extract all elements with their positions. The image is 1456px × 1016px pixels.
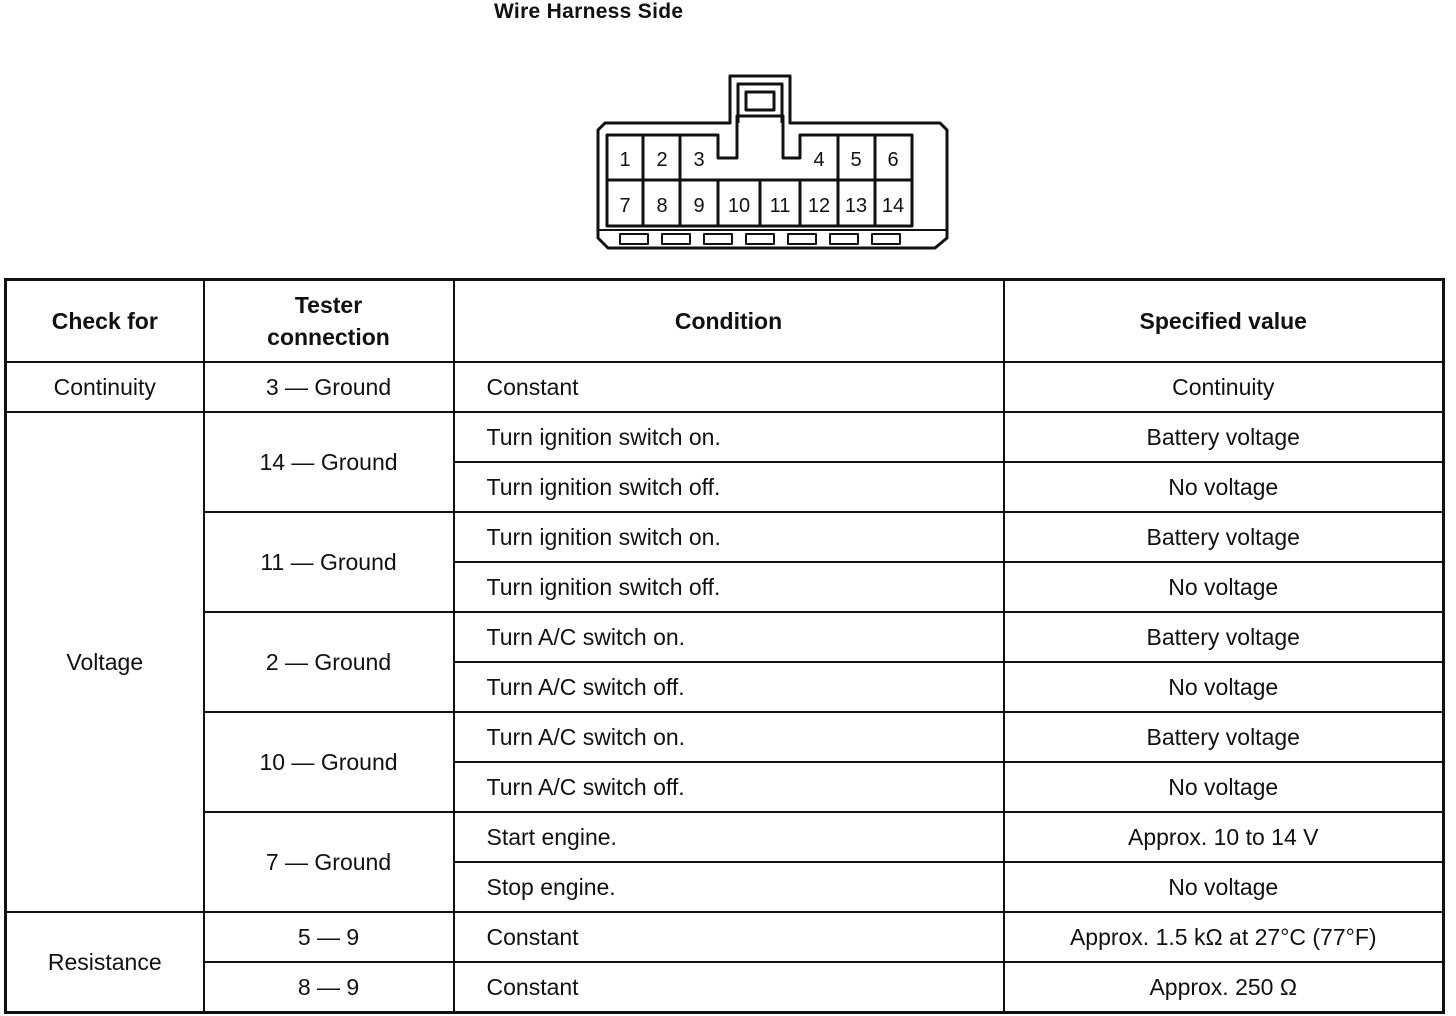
table-row [6, 512, 1444, 562]
tester-connection: 7 — Ground [204, 812, 454, 912]
condition: Constant [454, 362, 1004, 412]
condition: Stop engine. [454, 862, 1004, 912]
condition: Turn ignition switch off. [454, 562, 1004, 612]
specified-value: No voltage [1004, 662, 1444, 712]
header-check-for: Check for [6, 280, 204, 363]
condition: Turn ignition switch on. [454, 512, 1004, 562]
table-row [6, 962, 1444, 1013]
pin-12: 12 [807, 195, 831, 217]
specified-value: Approx. 250 Ω [1004, 962, 1444, 1013]
condition: Start engine. [454, 812, 1004, 862]
tester-connection: 8 — 9 [204, 962, 454, 1013]
specified-value: No voltage [1004, 762, 1444, 812]
check-resistance: Resistance [6, 912, 204, 1013]
table-row [6, 912, 1444, 962]
specified-value: Approx. 10 to 14 V [1004, 812, 1444, 862]
specified-value: Approx. 1.5 kΩ at 27°C (77°F) [1004, 912, 1444, 962]
condition: Turn A/C switch on. [454, 612, 1004, 662]
condition: Turn ignition switch on. [454, 412, 1004, 462]
pin-9: 9 [693, 195, 705, 217]
condition: Constant [454, 962, 1004, 1013]
pin-3: 3 [693, 149, 705, 171]
specified-value: No voltage [1004, 862, 1444, 912]
pin-10: 10 [727, 195, 751, 217]
table-header-row [6, 280, 1444, 363]
tester-connection: 2 — Ground [204, 612, 454, 712]
table-row [6, 412, 1444, 462]
table-row [6, 712, 1444, 762]
header-specified-value: Specified value [1004, 280, 1444, 363]
tester-connection: 11 — Ground [204, 512, 454, 612]
tester-connection: 5 — 9 [204, 912, 454, 962]
condition: Turn A/C switch off. [454, 662, 1004, 712]
condition: Turn ignition switch off. [454, 462, 1004, 512]
tester-connection: 10 — Ground [204, 712, 454, 812]
pin-1: 1 [619, 149, 631, 171]
pin-5: 5 [850, 149, 862, 171]
pin-13: 13 [844, 195, 868, 217]
inspection-table [4, 278, 1445, 1014]
check-voltage: Voltage [6, 412, 204, 912]
pin-11: 11 [769, 195, 791, 217]
header-tester-connection [204, 280, 454, 363]
pin-14: 14 [881, 195, 905, 217]
specified-value: Continuity [1004, 362, 1444, 412]
connector-latch-window [746, 92, 774, 110]
connector-diagram [590, 68, 952, 263]
header-tester-line2: connection [267, 324, 390, 350]
pin-6: 6 [887, 149, 899, 171]
tester-connection: 14 — Ground [204, 412, 454, 512]
pin-8: 8 [656, 195, 668, 217]
specified-value: No voltage [1004, 462, 1444, 512]
table-row [6, 812, 1444, 862]
header-tester-line1: Tester [294, 292, 363, 318]
specified-value: Battery voltage [1004, 512, 1444, 562]
condition: Turn A/C switch on. [454, 712, 1004, 762]
check-continuity: Continuity [6, 362, 204, 412]
specified-value: No voltage [1004, 562, 1444, 612]
specified-value: Battery voltage [1004, 712, 1444, 762]
table-row [6, 612, 1444, 662]
condition: Turn A/C switch off. [454, 762, 1004, 812]
specified-value: Battery voltage [1004, 612, 1444, 662]
pin-7: 7 [619, 195, 631, 217]
pin-4: 4 [813, 149, 825, 171]
table-row [6, 362, 1444, 412]
header-condition: Condition [454, 280, 1004, 363]
pin-2: 2 [656, 149, 668, 171]
page-title: Wire Harness Side [494, 0, 684, 23]
condition: Constant [454, 912, 1004, 962]
tester-connection: 3 — Ground [204, 362, 454, 412]
specified-value: Battery voltage [1004, 412, 1444, 462]
